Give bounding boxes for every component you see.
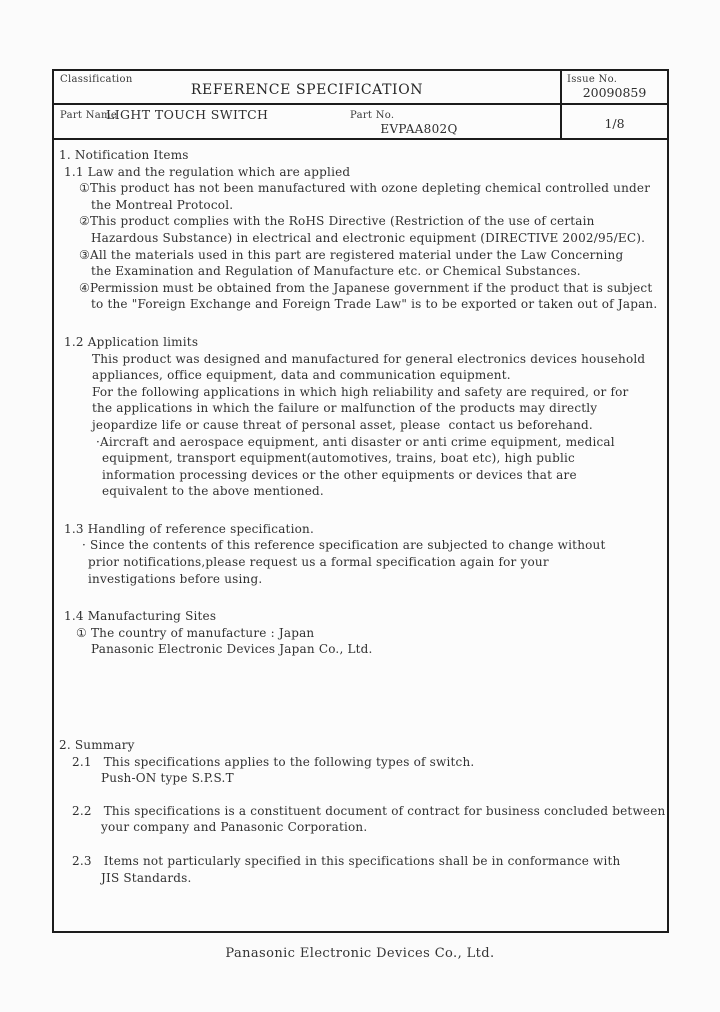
- document-line: ·Aircraft and aerospace equipment, anti disaster or anti crime equipment, medical: [96, 434, 615, 449]
- document-line: appliances, office equipment, data and communication equipment.: [92, 368, 511, 383]
- document-line: ①This product has not been manufactured with ozone depleting chemical controlled under: [79, 181, 651, 196]
- document-line: ④Permission must be obtained from the Japanese government if the product that is subject: [79, 280, 653, 295]
- document-line: Panasonic Electronic Devices Japan Co., Ltd.: [91, 642, 373, 657]
- document-title: REFERENCE SPECIFICATION: [190, 82, 424, 98]
- document-line: · Since the contents of this reference specification are subjected to change without: [82, 538, 606, 553]
- page-number: 1/8: [604, 116, 625, 131]
- issue-no-value: 20090859: [582, 85, 647, 100]
- part-no-value: EVPAA802Q: [380, 122, 458, 136]
- document-line: equipment, transport equipment(automotives, trains, boat etc), high public: [102, 451, 575, 466]
- document-line: 1.2 Application limits: [64, 334, 199, 349]
- document-line: prior notifications,please request us a formal specification again for your: [88, 555, 549, 570]
- classification-label: Classification: [60, 74, 133, 85]
- document-line: jeopardize life or cause threat of personal asset, please contact us beforehand.: [92, 417, 593, 432]
- document-line: investigations before using.: [88, 571, 263, 586]
- document-line: 1.4 Manufacturing Sites: [64, 609, 217, 624]
- part-no-label: Part No.: [350, 110, 395, 121]
- header-row-divider: [54, 103, 667, 105]
- document-line: JIS Standards.: [101, 870, 192, 885]
- spec-table: [52, 69, 669, 933]
- document-line: 2. Summary: [59, 738, 135, 753]
- issue-no-label: Issue No.: [567, 74, 618, 85]
- footer-company: Panasonic Electronic Devices Co., Ltd.: [225, 946, 495, 961]
- document-line: 2.2 This specifications is a constituent document of contract for business concluded between: [72, 803, 666, 818]
- document-body: [54, 140, 667, 931]
- document-line: This product was designed and manufactured for general electronics devices household: [92, 351, 646, 366]
- document-line: 1. Notification Items: [59, 148, 189, 162]
- document-line: to the "Foreign Exchange and Foreign Trade Law" is to be exported or taken out of Japan.: [91, 297, 658, 312]
- document-line: 2.1 This specifications applies to the following types of switch.: [72, 754, 475, 769]
- document-line: the applications in which the failure or malfunction of the products may directly: [92, 401, 598, 416]
- document-line: Push-ON type S.P.S.T: [101, 771, 234, 786]
- document-line: your company and Panasonic Corporation.: [101, 820, 368, 835]
- document-line: For the following applications in which high reliability and safety are required, or for: [92, 384, 629, 399]
- part-name-label: Part Name: [60, 110, 118, 121]
- document-line: information processing devices or the other equipments or devices that are: [102, 467, 577, 482]
- part-name-value: LIGHT TOUCH SWITCH: [106, 107, 269, 122]
- document-line: 2.3 Items not particularly specified in this specifications shall be in conformance with: [72, 854, 621, 868]
- document-line: the Examination and Regulation of Manufacture etc. or Chemical Substances.: [91, 264, 581, 279]
- document-line: ① The country of manufacture : Japan: [76, 625, 315, 640]
- document-line: the Montreal Protocol.: [91, 197, 234, 212]
- document-line: ③All the materials used in this part are registered material under the Law Concerning: [79, 247, 624, 262]
- document-line: 1.3 Handling of reference specification.: [64, 521, 314, 536]
- document-line: Hazardous Substance) in electrical and electronic equipment (DIRECTIVE 2002/95/EC).: [91, 230, 646, 245]
- document-line: ②This product complies with the RoHS Directive (Restriction of the use of certain: [79, 214, 595, 229]
- document-line: equivalent to the above mentioned.: [102, 484, 324, 499]
- document-line: 1.1 Law and the regulation which are applied: [64, 164, 351, 179]
